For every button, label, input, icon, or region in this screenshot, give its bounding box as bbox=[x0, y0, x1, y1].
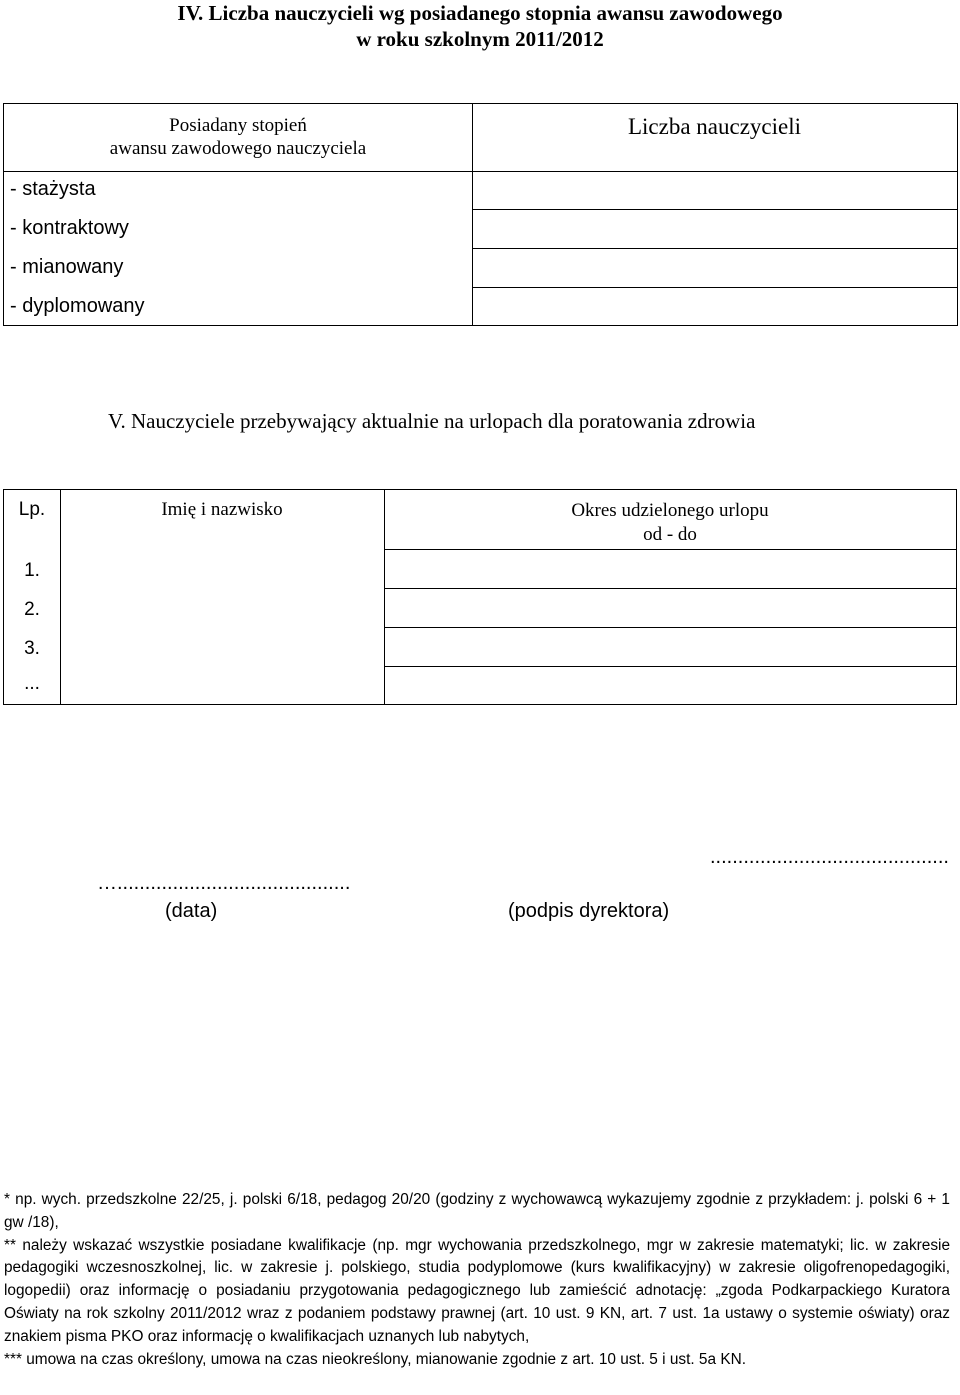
period-column-header: Okres udzielonego urlopu od - do bbox=[571, 500, 769, 545]
lp-column-header: Lp. bbox=[18, 499, 46, 520]
section-4-title bbox=[0, 0, 960, 52]
teachers-by-rank-table bbox=[3, 103, 958, 326]
leave-row-number: ... bbox=[24, 673, 40, 694]
rank-row-dyplomowany: - dyplomowany bbox=[10, 295, 145, 317]
footnote-1: * np. wych. przedszkolne 22/25, j. polski 6/18, pedagog 20/20 (godziny z wychowawcą wykazujemy zgodnie z przykładem: j. polski 6 + 1 gw /18), bbox=[4, 1191, 950, 1231]
leave-row-number: 2. bbox=[24, 599, 40, 620]
section-4-title-line2: w roku szkolnym 2011/2012 bbox=[356, 27, 604, 51]
rank-column-header: Posiadany stopień awansu zawodowego nauczyciela bbox=[109, 115, 367, 159]
date-signature-line: ….......................................... bbox=[97, 872, 351, 894]
date-label: (data) bbox=[165, 900, 218, 922]
rank-row-mianowany: - mianowany bbox=[10, 256, 124, 278]
health-leave-table bbox=[3, 489, 957, 705]
leave-row-number: 1. bbox=[24, 560, 40, 581]
rank-row-stazysta: - stażysta bbox=[10, 178, 96, 200]
director-signature-label: (podpis dyrektora) bbox=[508, 900, 670, 922]
count-column-header: Liczba nauczycieli bbox=[627, 114, 802, 139]
footnotes bbox=[4, 1189, 950, 1371]
footnote-2: ** należy wskazać wszystkie posiadane kwalifikacje (np. mgr wychowania przedszkolnego, mgr w zakresie matematyki; lic. w zakresie pedagogiki wczesnoszkolnej, lic. w zakresie j. polskiego, studia podyplomowe (kurs kwalifikacyjny) w zakresie oligofrenopedagogiki, logopedii) oraz informację o posiadaniu przygotowania pedagogicznego lub zamieścić adnotację: „zgoda Podkarpackiego Kuratora Oświaty na rok szkolny 2011/2012 wraz z podaniem podstawy prawnej (art. 10 ust. 9 KN, art. 7 ust. 1a ustawy o systemie oświaty) oraz znakiem pisma PKO oraz informację o kwalifikacjach uznanych lub nabytych, bbox=[4, 1236, 950, 1345]
name-column-header: Imię i nazwisko bbox=[161, 499, 283, 520]
section-4-title-line1: IV. Liczba nauczycieli wg posiadanego stopnia awansu zawodowego bbox=[177, 1, 783, 25]
director-signature-line: ........................................... bbox=[710, 846, 949, 868]
leave-row-number: 3. bbox=[24, 638, 40, 659]
section-5-title: V. Nauczyciele przebywający aktualnie na urlopach dla poratowania zdrowia bbox=[108, 409, 756, 433]
footnote-3: *** umowa na czas określony, umowa na czas nieokreślony, mianowanie zgodnie z art. 10 ust. 5 i ust. 5a KN. bbox=[4, 1350, 746, 1368]
rank-row-kontraktowy: - kontraktowy bbox=[10, 217, 129, 239]
